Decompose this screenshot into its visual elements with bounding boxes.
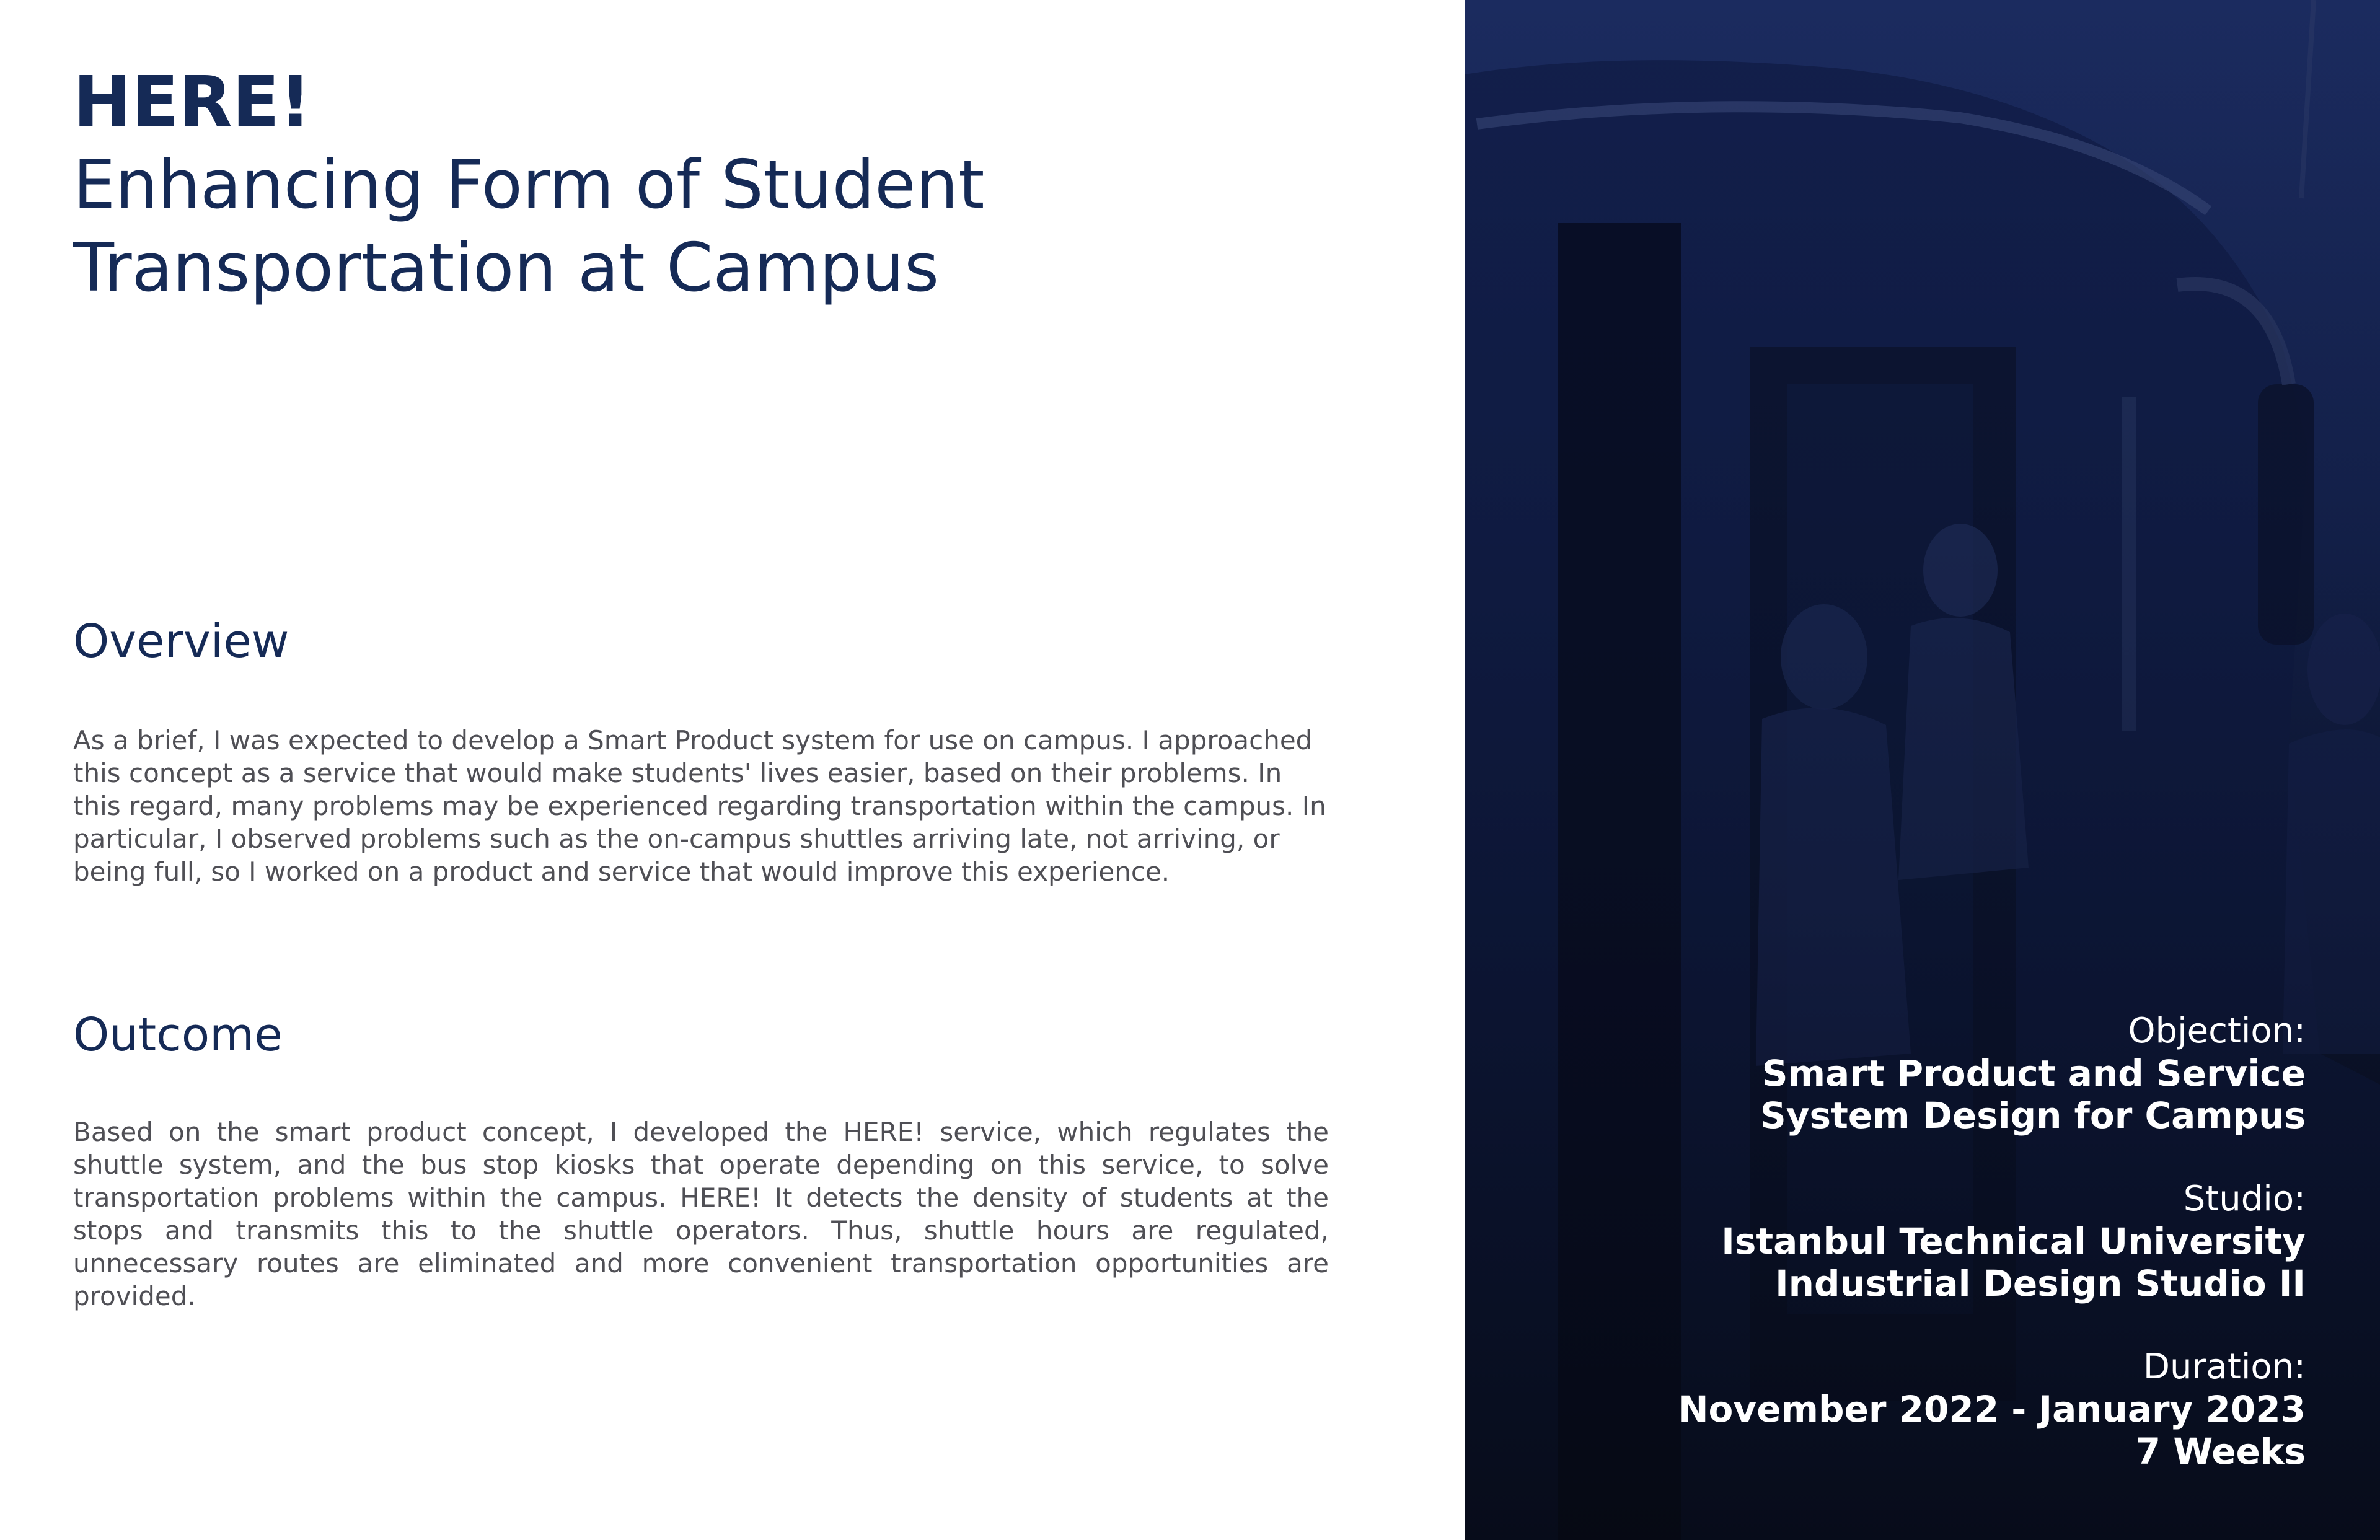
duration-value-line: November 2022 - January 2023 xyxy=(1678,1388,2306,1430)
duration-label: Duration: xyxy=(2143,1347,2306,1387)
studio-block xyxy=(1500,1178,2306,1305)
objection-value-line: Smart Product and Service xyxy=(1761,1052,2306,1094)
objection-block xyxy=(1500,1010,2306,1137)
outcome-heading: Outcome xyxy=(73,1008,283,1062)
studio-value-line: Industrial Design Studio II xyxy=(1775,1262,2306,1305)
photo-panel xyxy=(1465,0,2380,1540)
outcome-text: Based on the smart product concept, I developed the HERE! service, which regulates the shuttle system, and the bus stop kiosks that operate depending on this service, to solve transportation problems within the campus. HERE! It detects the density of students at the stops and transmits this to the shuttle operators. Thus, shuttle hours are regulated, unnecessary routes are eliminated and more convenient transportation opportunities are provided. xyxy=(73,1117,1329,1311)
duration-value-line: 7 Weeks xyxy=(2135,1430,2306,1472)
studio-label: Studio: xyxy=(2183,1179,2306,1219)
overview-heading: Overview xyxy=(73,615,289,668)
duration-block xyxy=(1500,1346,2306,1472)
objection-value-line: System Design for Campus xyxy=(1760,1094,2306,1137)
project-title-line: Enhancing Form of Student xyxy=(73,146,985,224)
overview-text: As a brief, I was expected to develop a Smart Product system for use on campus. I approached this concept as a service that would make students' lives easier, based on their problems. In this regard, many problems may be experienced regarding transportation within the campus. In particular, I observed problems such as the on-campus shuttles arriving late, not arriving, or being full, so I worked on a product and service that would improve this experience. xyxy=(73,725,1326,887)
objection-label: Objection: xyxy=(2128,1011,2306,1051)
photo-bus-icon xyxy=(1465,0,2380,1540)
studio-value-line: Istanbul Technical University xyxy=(1721,1220,2306,1262)
project-brand: HERE! xyxy=(73,62,312,143)
project-title-line: Transportation at Campus xyxy=(73,229,940,307)
project-title xyxy=(73,144,1313,310)
